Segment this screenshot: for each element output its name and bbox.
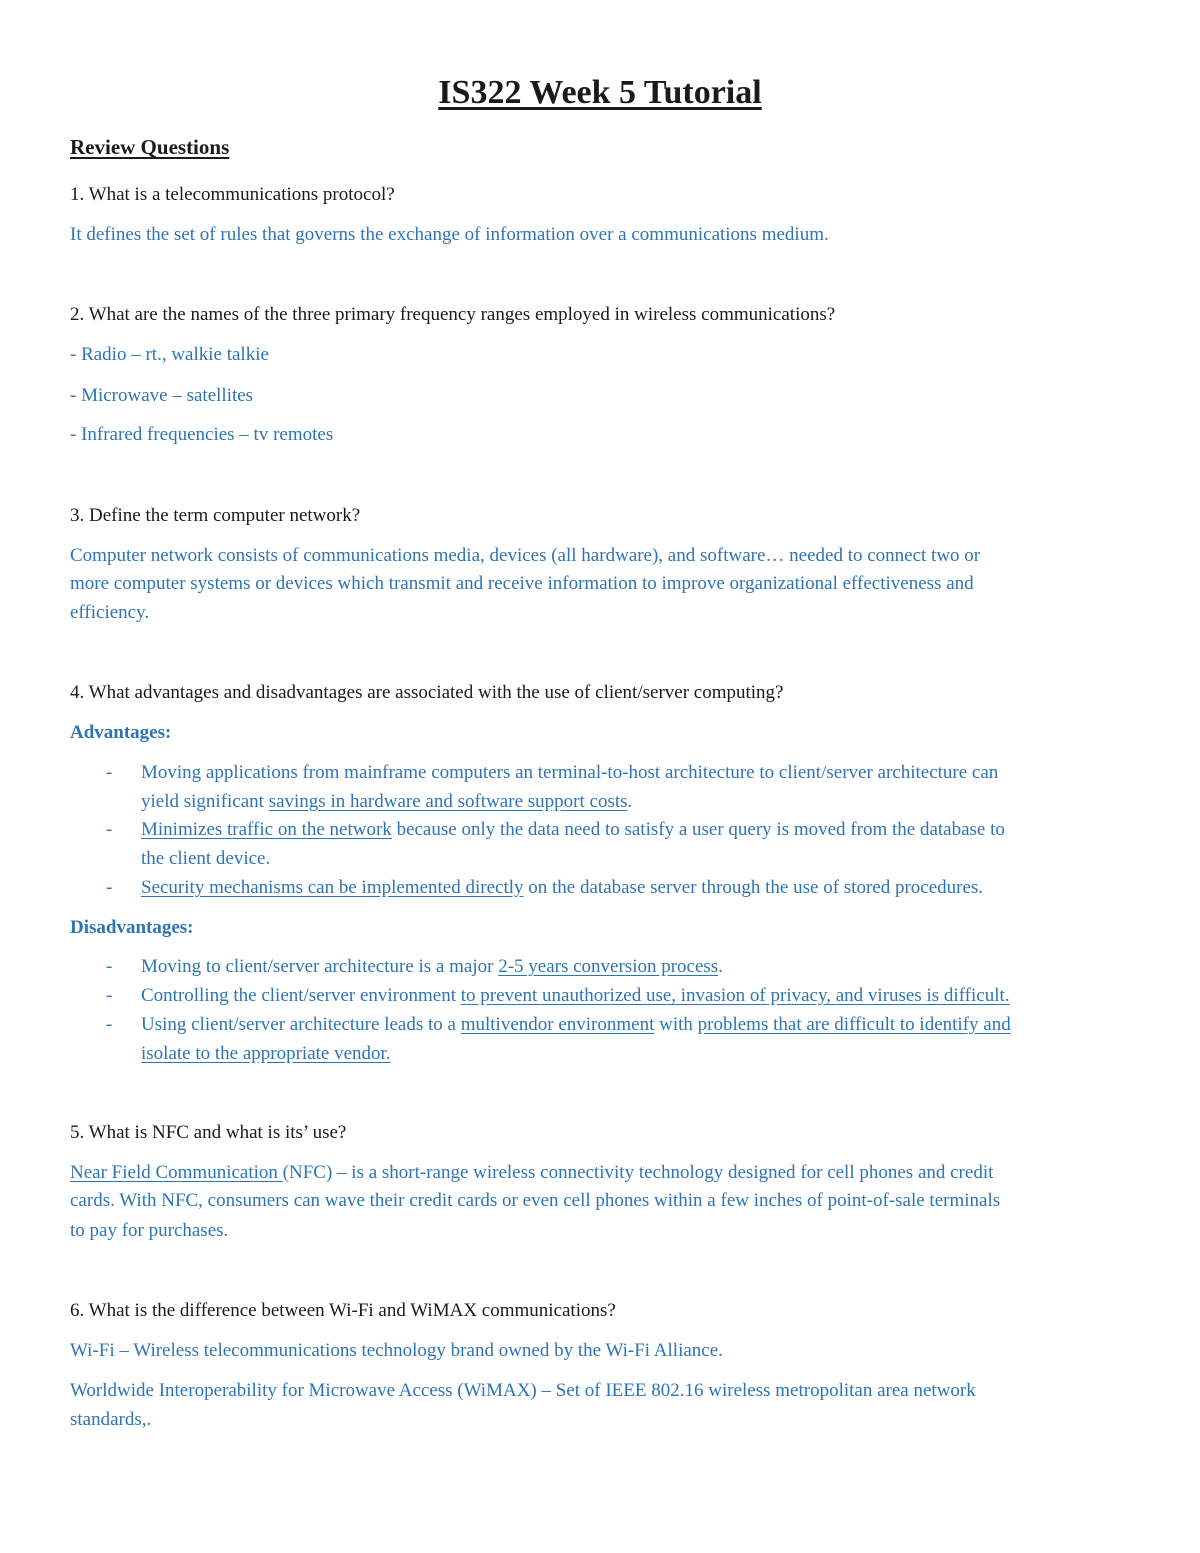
section-heading: Review Questions — [70, 135, 230, 159]
advantages-heading: Advantages: — [70, 722, 172, 743]
advantage-2-line-2: the client device. — [141, 848, 271, 869]
disadvantage-3-line-1: Using client/server architecture leads to a multivendor environment with problems that are difficult to identify and — [141, 1014, 1011, 1035]
answer-3-line: more computer systems or devices which transmit and receive information to improve organizational effectiveness and — [70, 573, 974, 594]
answer-6-wimax-line-2: standards,. — [70, 1409, 152, 1430]
underlined-phrase: 2-5 years conversion process — [498, 956, 719, 977]
underlined-phrase: multivendor environment — [460, 1014, 655, 1035]
bullet-dash: - — [106, 877, 113, 898]
bullet-dash: - — [106, 985, 113, 1006]
underlined-phrase: isolate to the appropriate vendor. — [141, 1043, 391, 1064]
disadvantage-3-line-2 — [141, 1043, 391, 1065]
advantage-3: Security mechanisms can be implemented directly on the database server through the use of stored procedures. — [141, 877, 984, 898]
underlined-phrase: Minimizes traffic on the network — [141, 819, 392, 840]
answer-5-line: Near Field Communication (NFC) – is a short-range wireless connectivity technology designed for cell phones and credit — [70, 1162, 994, 1183]
disadvantages-heading: Disadvantages: — [70, 917, 194, 938]
question-2: 2. What are the names of the three primary frequency ranges employed in wireless communications? — [70, 304, 836, 325]
bullet-dash: - — [106, 1014, 113, 1035]
answer-3-line: efficiency. — [70, 602, 150, 623]
answer-2-item: - Infrared frequencies – tv remotes — [70, 424, 334, 445]
document-title: IS322 Week 5 Tutorial — [438, 74, 762, 111]
underlined-phrase: Security mechanisms can be implemented directly — [141, 877, 524, 898]
answer-6-wifi: Wi-Fi – Wireless telecommunications technology brand owned by the Wi-Fi Alliance. — [70, 1340, 723, 1361]
bullet-dash: - — [106, 819, 113, 840]
underlined-phrase: to prevent unauthorized use, invasion of privacy, and viruses is difficult. — [460, 985, 1010, 1006]
bullet-dash: - — [106, 956, 113, 977]
advantage-1-line-2: yield significant savings in hardware and software support costs. — [141, 791, 633, 812]
underlined-phrase: Near Field Communication — [70, 1162, 283, 1183]
bullet-dash: - — [106, 762, 113, 783]
answer-2-item: - Microwave – satellites — [70, 385, 254, 406]
question-5: 5. What is NFC and what is its’ use? — [70, 1122, 347, 1143]
question-6: 6. What is the difference between Wi-Fi and WiMAX communications? — [70, 1300, 616, 1321]
advantage-2-line-1: Minimizes traffic on the network because only the data need to satisfy a user query is moved from the database to — [141, 819, 1005, 840]
question-4: 4. What advantages and disadvantages are associated with the use of client/server computing? — [70, 682, 784, 703]
answer-5-line: cards. With NFC, consumers can wave their credit cards or even cell phones within a few inches of point-of-sale terminals — [70, 1190, 1001, 1211]
disadvantage-2: Controlling the client/server environment to prevent unauthorized use, invasion of privacy, and viruses is difficult. — [141, 985, 1010, 1006]
answer-6-wimax-line-1: Worldwide Interoperability for Microwave Access (WiMAX) – Set of IEEE 802.16 wireless metropolitan area network — [70, 1380, 976, 1401]
underlined-phrase: savings in hardware and software support costs — [268, 791, 628, 812]
question-3: 3. Define the term computer network? — [70, 505, 361, 526]
answer-3-line: Computer network consists of communications media, devices (all hardware), and software… needed to connect two or — [70, 545, 981, 566]
disadvantage-1: Moving to client/server architecture is a major 2-5 years conversion process. — [141, 956, 723, 977]
underlined-phrase: problems that are difficult to identify and — [697, 1014, 1011, 1035]
answer-2-item: - Radio – rt., walkie talkie — [70, 344, 269, 365]
answer-1: It defines the set of rules that governs the exchange of information over a communications medium. — [70, 224, 829, 245]
question-1: 1. What is a telecommunications protocol? — [70, 184, 395, 205]
advantage-1-line-1: Moving applications from mainframe computers an terminal-to-host architecture to client/server architecture can — [141, 762, 999, 783]
answer-5-line: to pay for purchases. — [70, 1220, 229, 1241]
